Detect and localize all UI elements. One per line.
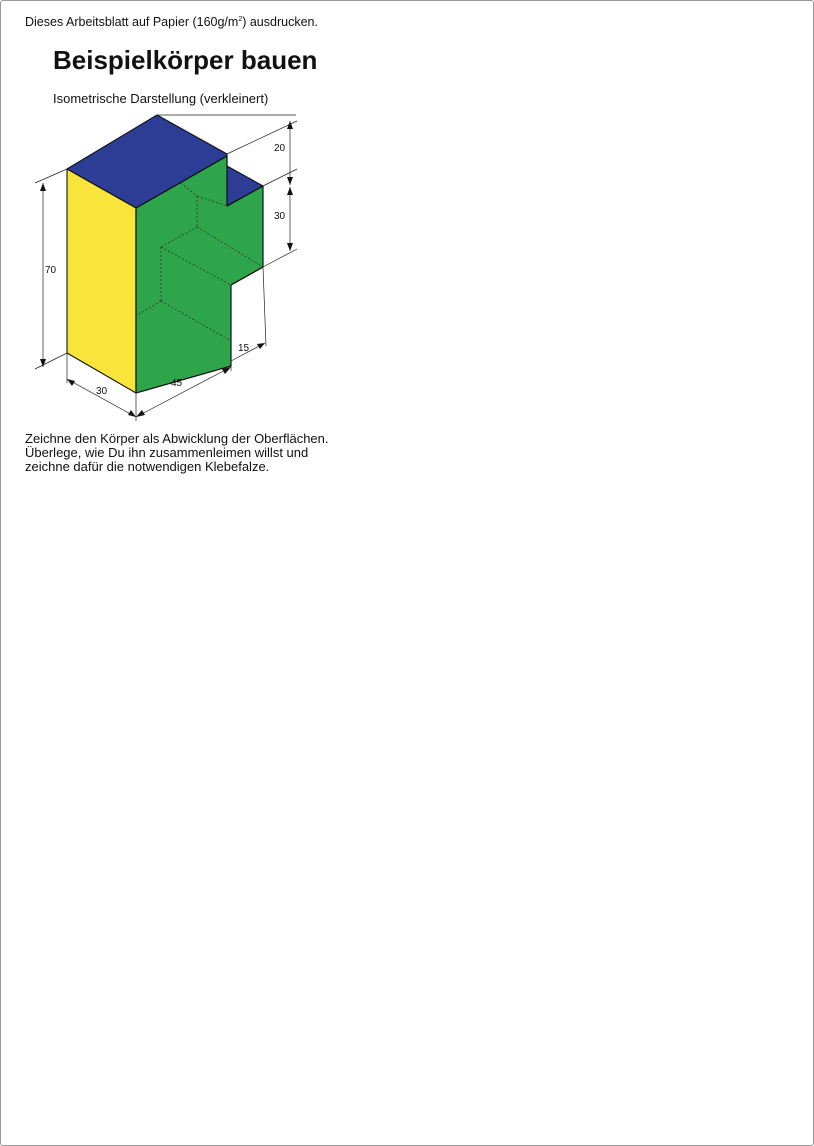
print-note	[25, 15, 318, 29]
instruction-line: Zeichne den Körper als Abwicklung der Oberflächen.	[25, 431, 329, 446]
dimension-label-step: 15	[238, 343, 250, 354]
arrowhead	[128, 410, 136, 417]
arrowhead	[287, 243, 293, 251]
print-note-superscript: 2	[238, 15, 243, 23]
dimension-label-width: 45	[171, 378, 183, 389]
arrowhead	[257, 343, 265, 349]
instructions	[25, 432, 425, 474]
dimension-label-depth: 30	[96, 386, 108, 397]
arrowhead	[67, 379, 75, 386]
isometric-figure	[21, 105, 321, 425]
left-face	[67, 169, 136, 393]
instruction-line: zeichne dafür die notwendigen Klebefalze.	[25, 459, 270, 474]
extension-line	[35, 169, 67, 183]
dimension-label-middle: 30	[274, 211, 286, 222]
extension-line	[227, 121, 297, 154]
extension-line	[263, 249, 297, 267]
arrowhead	[287, 187, 293, 195]
extension-line	[263, 267, 266, 346]
arrowhead	[40, 183, 46, 191]
dimension-label-notch: 20	[274, 143, 286, 154]
print-note-text-end: ) ausdrucken.	[242, 15, 318, 29]
dimension-label-height: 70	[45, 265, 57, 276]
page-title: Beispielkörper bauen	[53, 45, 318, 75]
extension-line	[35, 353, 67, 369]
print-note-text-start: Dieses Arbeitsblatt auf Papier (160g/m	[25, 15, 239, 29]
arrowhead	[287, 177, 293, 185]
figure-caption: Isometrische Darstellung (verkleinert)	[53, 91, 269, 106]
arrowhead	[136, 410, 145, 417]
instruction-line: Überlege, wie Du ihn zusammenleimen willst und	[25, 445, 309, 460]
